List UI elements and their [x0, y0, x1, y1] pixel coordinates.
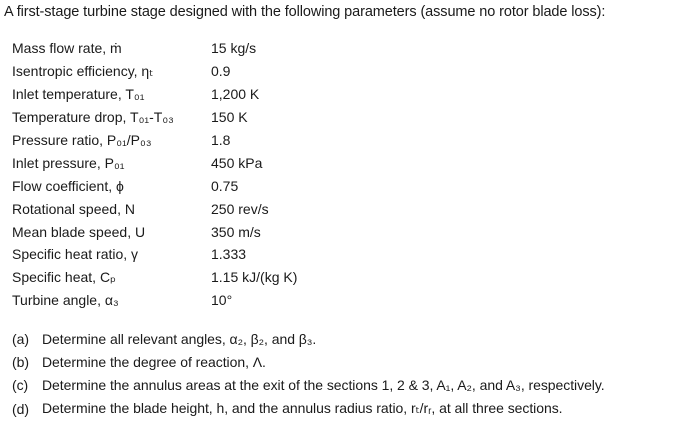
- question-item-a: [12, 327, 696, 350]
- parameter-label: Mean blade speed, U: [12, 223, 146, 240]
- parameter-label: Pressure ratio, P₀₁/P₀₃: [12, 132, 152, 148]
- parameter-label: Flow coefficient, ϕ: [12, 177, 124, 194]
- parameter-label: Specific heat ratio, γ: [12, 246, 139, 263]
- parameter-value: 1,200 K: [211, 86, 260, 103]
- parameter-row-temperature-drop: [12, 106, 472, 129]
- parameter-row-specific-heat-ratio: [12, 243, 472, 266]
- parameter-row-flow-coefficient: [12, 174, 472, 197]
- parameter-label: Turbine angle, α₃: [12, 292, 119, 309]
- parameter-row-turbine-angle: [12, 289, 472, 312]
- parameter-row-inlet-temperature: [12, 83, 472, 106]
- parameter-label: Isentropic efficiency, ηₜ: [12, 62, 154, 79]
- question-text: Determine the blade height, h, and the annulus radius ratio, rₜ/rᵣ, at all three sections.: [42, 400, 563, 417]
- parameter-value: 10°: [211, 292, 233, 309]
- parameter-value: 1.8: [211, 132, 231, 148]
- question-letter: (d): [12, 400, 29, 417]
- parameter-row-rotational-speed: [12, 197, 472, 220]
- parameter-value: 350 m/s: [211, 223, 261, 240]
- problem-intro: A first-stage turbine stage designed with the following parameters (assume no rotor blade loss):: [4, 4, 606, 20]
- question-item-d: [12, 397, 696, 420]
- question-item-b: [12, 350, 696, 373]
- question-text: Determine the degree of reaction, Λ.: [42, 354, 266, 371]
- question-letter: (b): [12, 354, 29, 371]
- parameter-value: 250 rev/s: [211, 200, 269, 217]
- parameter-label: Inlet temperature, T₀₁: [12, 86, 145, 103]
- question-text: Determine all relevant angles, α₂, β₂, and β₃.: [42, 330, 317, 347]
- parameter-value: 1.333: [211, 246, 247, 263]
- question-list: [12, 327, 696, 421]
- parameter-row-isentropic-efficiency: [12, 60, 472, 83]
- parameter-row-mean-blade-speed: [12, 220, 472, 243]
- parameter-value: 0.75: [211, 177, 239, 194]
- question-letter: (a): [12, 330, 29, 347]
- parameter-value: 450 kPa: [211, 154, 263, 171]
- question-item-c: [12, 374, 696, 397]
- parameter-row-pressure-ratio: [12, 129, 472, 152]
- parameter-label: Inlet pressure, P₀₁: [12, 154, 125, 171]
- question-text: Determine the annulus areas at the exit of the sections 1, 2 & 3, A₁, A₂, and A₃, respectively.: [42, 377, 605, 394]
- parameter-row-specific-heat: [12, 266, 472, 289]
- parameter-value: 0.9: [211, 63, 231, 80]
- parameter-list: [12, 37, 472, 312]
- parameter-label: Temperature drop, T₀₁-T₀₃: [12, 109, 174, 126]
- parameter-label: Specific heat, Cₚ: [12, 268, 117, 285]
- question-letter: (c): [12, 377, 29, 394]
- parameter-value: 15 kg/s: [211, 40, 257, 57]
- parameter-row-mass-flow-rate: [12, 37, 472, 60]
- parameter-value: 150 K: [211, 109, 248, 126]
- parameter-label: Rotational speed, N: [12, 200, 135, 217]
- parameter-row-inlet-pressure: [12, 151, 472, 174]
- parameter-label: Mass flow rate, ṁ: [12, 40, 122, 57]
- parameter-value: 1.15 kJ/(kg K): [211, 269, 298, 286]
